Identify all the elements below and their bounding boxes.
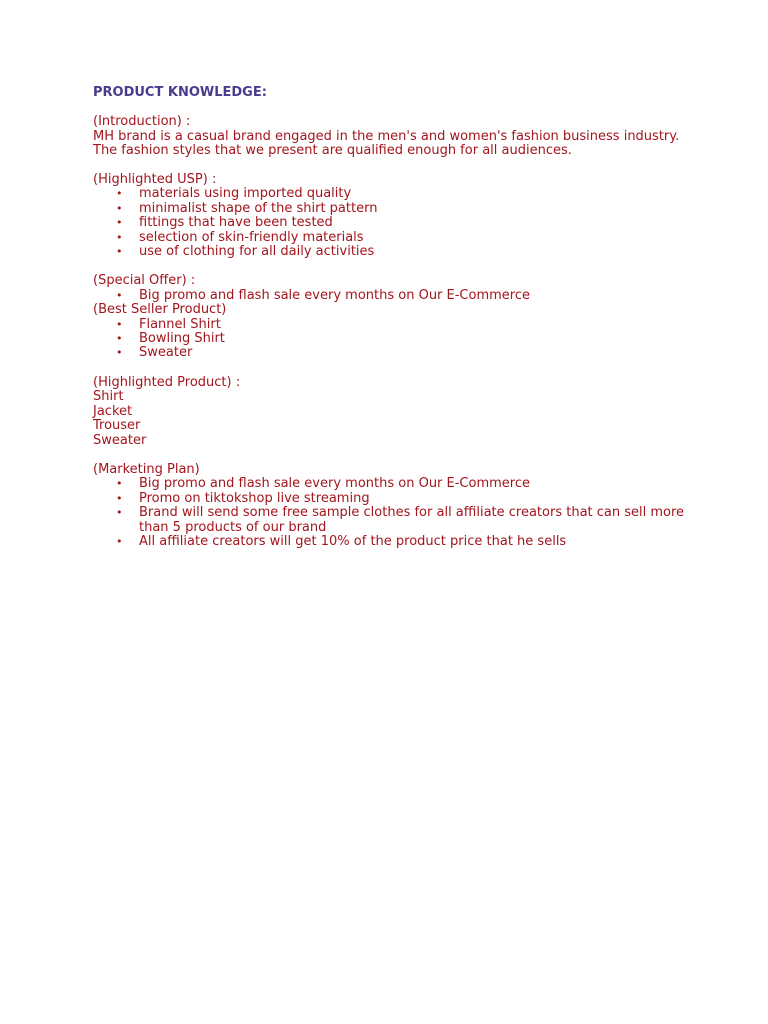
- list-item: [93, 245, 693, 259]
- bullet-icon: •: [116, 534, 123, 548]
- bullet-icon: •: [116, 317, 123, 331]
- highlighted-product-label: (Highlighted Product) :: [93, 374, 241, 390]
- spacer: [93, 159, 693, 173]
- list-item: [93, 346, 693, 360]
- introduction-text: MH brand is a casual brand engaged in the men's and women's fashion business industry. The fashion styles that we present are qualified enough for all audiences.: [93, 128, 680, 159]
- bullet-icon: •: [116, 201, 123, 215]
- spacer: [93, 259, 693, 274]
- usp-item-text: fittings that have been tested: [139, 215, 333, 231]
- list-item: [93, 202, 693, 216]
- list-item: [93, 216, 693, 230]
- bullet-icon: •: [116, 477, 123, 491]
- highlighted-product-list: [93, 390, 693, 448]
- bullet-icon: •: [116, 491, 123, 505]
- list-item: [93, 231, 693, 245]
- bullet-icon: •: [116, 288, 123, 302]
- marketing-plan-item-text: Promo on tiktokshop live streaming: [139, 490, 370, 506]
- best-seller-label: (Best Seller Product): [93, 302, 227, 318]
- bullet-icon: •: [116, 332, 123, 346]
- bullet-icon: •: [116, 346, 123, 360]
- marketing-plan-list: [93, 477, 693, 549]
- marketing-plan-item-text: Brand will send some free sample clothes for all affiliate creators that can sell more than 5 products of our brand: [139, 505, 685, 535]
- usp-item-text: minimalist shape of the shirt pattern: [139, 200, 378, 216]
- list-item: [93, 289, 693, 303]
- bullet-icon: •: [116, 245, 123, 259]
- list-item: Sweater: [93, 432, 147, 448]
- best-seller-list: [93, 318, 693, 361]
- document-page: [93, 86, 693, 549]
- marketing-plan-label: (Marketing Plan): [93, 461, 200, 477]
- marketing-plan-item-text: Big promo and flash sale every months on Our E-Commerce: [139, 476, 530, 492]
- list-item: [93, 318, 693, 332]
- special-offer-label: (Special Offer) :: [93, 273, 196, 289]
- document-title: PRODUCT KNOWLEDGE:: [93, 85, 267, 100]
- list-item: [93, 506, 693, 535]
- marketing-plan-item-text: All affiliate creators will get 10% of the product price that he sells: [139, 533, 567, 549]
- spacer: [93, 101, 693, 115]
- special-offer-item-text: Big promo and flash sale every months on Our E-Commerce: [139, 287, 530, 303]
- list-item: Jacket: [93, 403, 133, 419]
- bullet-icon: •: [116, 187, 123, 201]
- usp-item-text: selection of skin-friendly materials: [139, 229, 364, 245]
- list-item: Shirt: [93, 389, 124, 405]
- bullet-icon: •: [116, 216, 123, 230]
- best-seller-item-text: Sweater: [139, 345, 193, 361]
- list-item: [93, 187, 693, 201]
- list-item: [93, 535, 693, 549]
- best-seller-item-text: Bowling Shirt: [139, 331, 225, 347]
- list-item: Trouser: [93, 418, 141, 434]
- introduction-label: (Introduction) :: [93, 114, 191, 130]
- list-item: [93, 492, 693, 506]
- list-item: [93, 332, 693, 346]
- bullet-icon: •: [116, 230, 123, 244]
- usp-item-text: materials using imported quality: [139, 186, 352, 202]
- usp-label: (Highlighted USP) :: [93, 172, 217, 187]
- spacer: [93, 361, 693, 376]
- special-offer-list: [93, 289, 693, 303]
- spacer: [93, 448, 693, 463]
- best-seller-item-text: Flannel Shirt: [139, 316, 221, 332]
- usp-item-text: use of clothing for all daily activities: [139, 244, 375, 260]
- list-item: [93, 477, 693, 491]
- bullet-icon: •: [116, 506, 123, 520]
- usp-list: [93, 187, 693, 259]
